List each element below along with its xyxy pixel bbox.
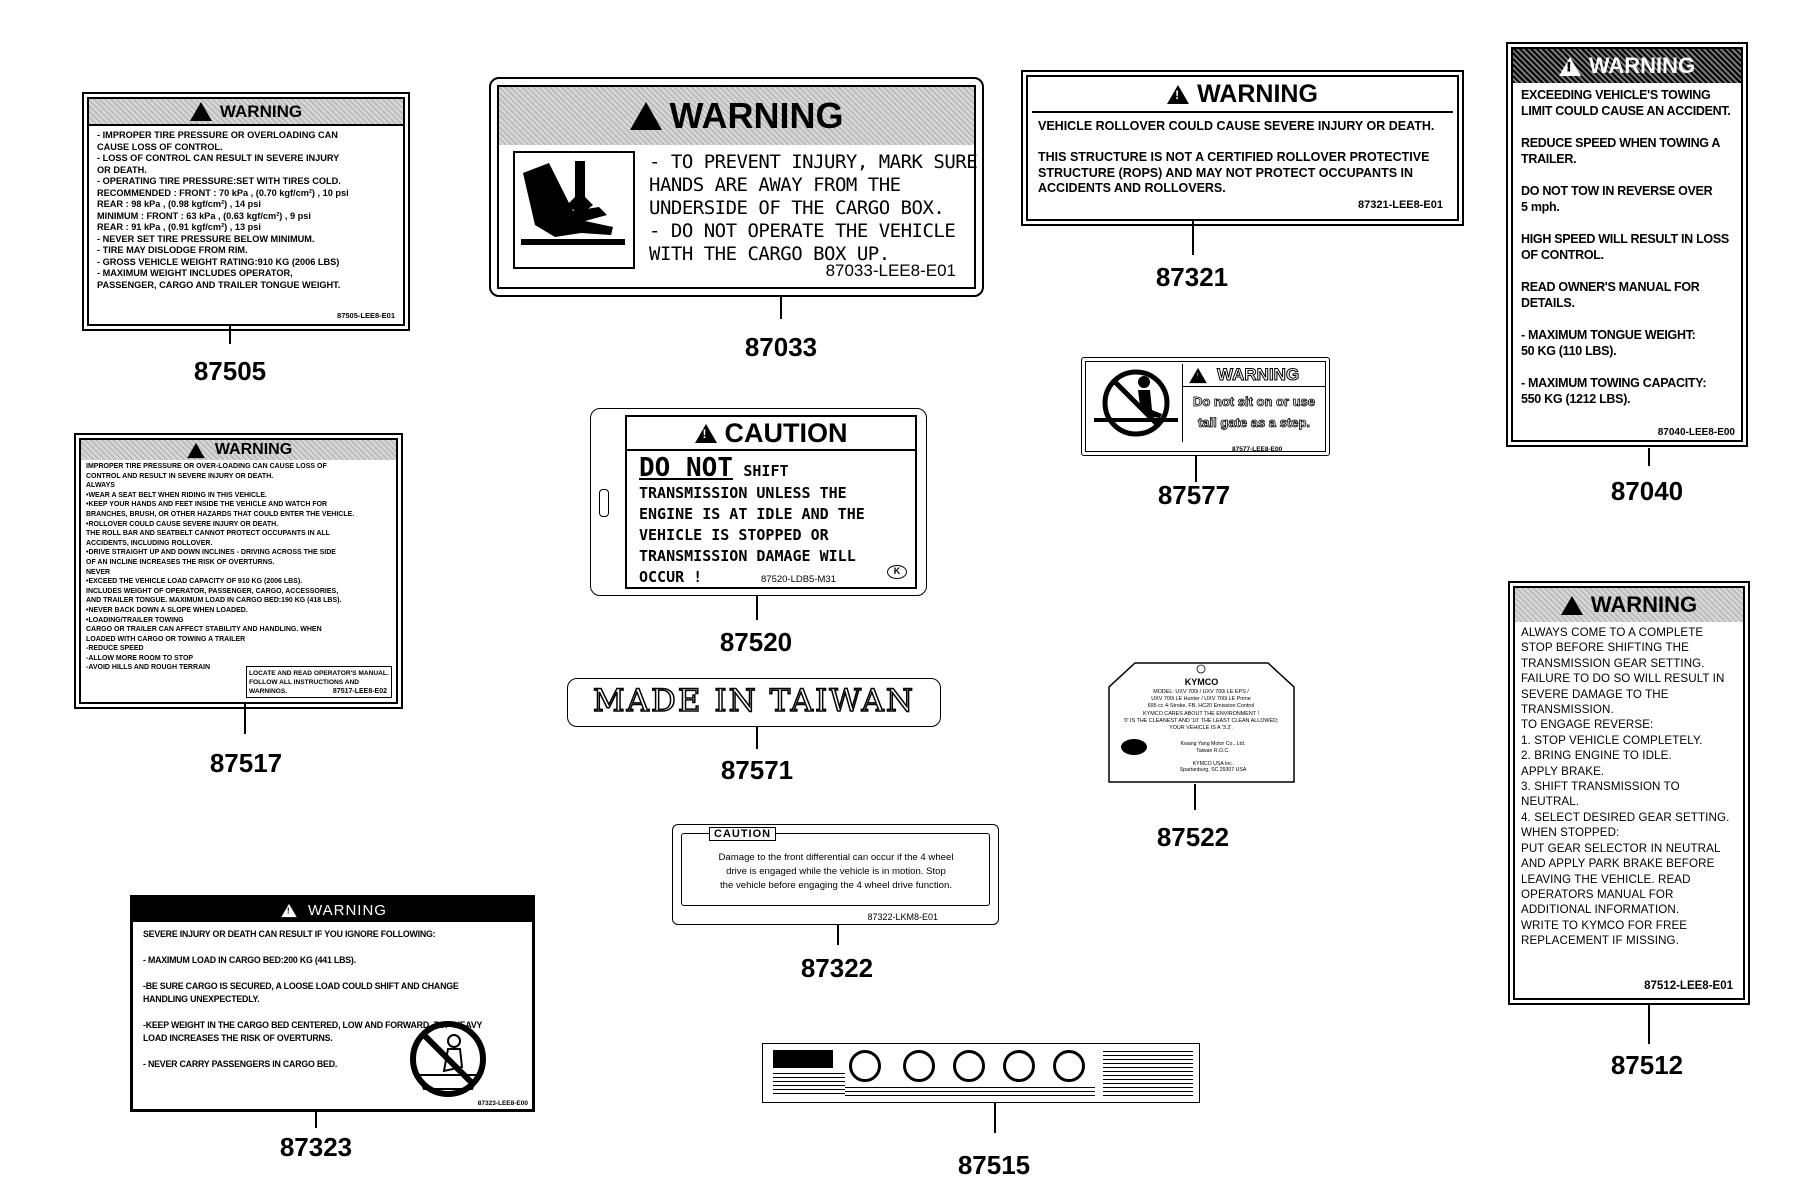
label-87517-text: IMPROPER TIRE PRESSURE OR OVER-LOADING CAN CAUSE LOSS OF CONTROL AND RESULT IN SEVERE INJURY OR DEATH. ALWAYS •WEAR A SEAT BELT WHEN RIDING IN THIS VEHICLE. •KEEP YOUR HANDS AND FEET INSIDE THE VEHICLE AND WATCH FOR BRANCHES, BRUSH, OR OTHER HAZARDS THAT COULD ENTER THE VEHICLE. •ROLLOVER COULD CAUSE SEVERE INJURY OR DEATH. THE ROLL BAR AND SEATBELT CANNOT PROTECT OCCUPANTS IN ALL ACCIDENTS, INCLUDING ROLLOVER. •DRIVE STRAIGHT UP AND DOWN INCLINES - DRIVING ACROSS THE SIDE OF AN INCLINE INCREASES THE RISK OF OVERTURNS. NEVER •EXCEED THE VEHICLE LOAD CAPACITY OF 910 KG (2006 LBS). INCLUDES WEIGHT OF OPERATOR, PASSENGER, CARGO, ACCESSORIES, AND TRAILER TONGUE. MAXIMUM LOAD IN CARGO BED:190 KG (418 LBS). •NEVER BACK DOWN A SLOPE WHEN LOADED. •LOADING/TRAILER TOWING CARGO OR TRAILER CAN AFFECT STABILITY AND HANDLING. WHEN LOADED WITH CARGO OR TOWING A TRAILER -REDUCE SPEED -ALLOW MORE ROOM TO STOP -AVOID HILLS AND ROUGH TERRAIN: [86, 463, 355, 672]
label-87520-donot-line: DO NOT SHIFT: [639, 453, 789, 483]
age-restriction-icon: [1053, 1050, 1085, 1082]
label-87505: [87, 97, 405, 326]
warning-triangle-icon: [1559, 57, 1581, 76]
label-87321: [1026, 75, 1459, 221]
label-87515: [762, 1043, 1200, 1103]
no-passenger-icon: [408, 1019, 488, 1099]
label-87033-text: - TO PREVENT INJURY, MARK SURE HANDS ARE AWAY FROM THE UNDERSIDE OF THE CARGO BOX. - DO NOT OPERATE THE VEHICLE WITH THE CARGO BOX UP.: [649, 151, 978, 265]
label-87577-code: 87577-LEE8-E00: [1232, 446, 1283, 453]
warning-triangle-icon: [190, 102, 212, 121]
leader-87520: [756, 596, 758, 620]
label-87505-text: - IMPROPER TIRE PRESSURE OR OVERLOADING CAN CAUSE LOSS OF CONTROL. - LOSS OF CONTROL CAN RESULT IN SEVERE INJURY OR DEATH. - OPERATING TIRE PRESSURE:SET WITH TIRES COLD. RECOMMENDED : FRONT : 70 kPa , (0.70 kgf/cm²) , 10 psi REAR : 98 kPa , (0.98 kgf/cm²) , 14 psi MINIMUM : FRONT : 63 kPa , (0.63 kgf/cm²) , 9 psi REAR : 91 kPa , (0.91 kgf/cm²) , 13 psi - NEVER SET TIRE PRESSURE BELOW MINIMUM. - TIRE MAY DISLODGE FROM RIM. - GROSS VEHICLE WEIGHT RATING:910 KG (2006 LBS) - MAXIMUM WEIGHT INCLUDES OPERATOR, PASSENGER, CARGO AND TRAILER TONGUE WEIGHT.: [97, 130, 349, 290]
leader-87512: [1648, 1004, 1650, 1044]
label-87522: [1107, 661, 1296, 784]
no-paved-road-icon: [1003, 1050, 1035, 1082]
no-passenger-icon: [903, 1050, 935, 1082]
label-87577: [1081, 357, 1330, 456]
label-87505-header: ! WARNING: [89, 99, 403, 126]
label-87040-header: ! WARNING: [1513, 49, 1741, 83]
label-87322-text: Damage to the front differential can occur if the 4 wheel drive is engaged while the vehicle is in motion. Stop the vehicle before engaging the 4 wheel drive function.: [718, 852, 954, 891]
part-number-87323: 87323: [279, 1132, 353, 1162]
label-87577-header: ! WARNING: [1183, 364, 1325, 387]
label-87520-header: ! CAUTION: [627, 417, 915, 451]
warning-triangle-icon: [630, 102, 662, 130]
part-number-87571: 87571: [720, 755, 794, 785]
label-87033-header: ! WARNING: [499, 87, 974, 145]
label-87517-manual-box: [246, 666, 392, 698]
no-alcohol-icon: [849, 1050, 881, 1082]
label-87323-header: ! WARNING: [133, 898, 532, 922]
warning-triangle-icon: [281, 903, 296, 916]
label-87322-header: CAUTION: [709, 827, 776, 841]
label-87512-text: ALWAYS COME TO A COMPLETE STOP BEFORE SHIFTING THE TRANSMISSION GEAR SETTING. FAILURE TO DO SO WILL RESULT IN SEVERE DAMAGE TO THE TRANSMISSION. TO ENGAGE REVERSE: 1. STOP VEHICLE COMPLETELY. 2. BRING ENGINE TO IDLE. APPLY BRAKE. 3. SHIFT TRANSMISSION TO NEUTRAL. 4. SELECT DESIRED GEAR SETTING. WHEN STOPPED: PUT GEAR SELECTOR IN NEUTRAL AND APPLY PARK BRAKE BEFORE LEAVING THE VEHICLE. READ OPERATORS MANUAL FOR ADDITIONAL INFORMATION. WRITE TO KYMCO FOR FREE REPLACEMENT IF MISSING.: [1521, 626, 1730, 948]
part-number-87522: 87522: [1156, 822, 1230, 852]
label-87577-panel: [1182, 364, 1325, 442]
label-87520: [590, 408, 927, 596]
label-87577-text: Do not sit on or use tail gate as a step.: [1192, 394, 1316, 430]
label-87571-text: MADE IN TAIWAN: [592, 683, 916, 719]
label-87515-fine-print-right: [1103, 1050, 1193, 1096]
warning-triangle-icon: [187, 442, 205, 457]
leader-87323: [315, 1112, 317, 1128]
label-87033: [489, 77, 984, 297]
warning-triangle-icon: [1561, 596, 1583, 615]
label-87517-code: 87517-LEE8-E02: [332, 688, 387, 695]
leader-87505: [229, 326, 231, 344]
leader-87522: [1194, 784, 1196, 810]
part-number-87040: 87040: [1610, 476, 1684, 506]
label-87040: [1511, 47, 1743, 442]
leader-87577: [1195, 456, 1197, 482]
label-87517-header: ! WARNING: [81, 440, 396, 460]
label-87321-code: 87321-LEE8-E01: [1358, 199, 1443, 211]
label-87323-code: 87323-LEE8-E00: [477, 1100, 528, 1107]
part-number-87517: 87517: [209, 748, 283, 778]
label-87520-code: 87520-LDB5-M31: [761, 574, 836, 585]
label-87571: [567, 678, 941, 727]
label-87520-slot: [599, 489, 609, 517]
part-number-87512: 87512: [1610, 1050, 1684, 1080]
label-87321-header: ! WARNING: [1028, 77, 1457, 111]
part-number-87515: 87515: [957, 1150, 1031, 1180]
label-87323-text: SEVERE INJURY OR DEATH CAN RESULT IF YOU IGNORE FOLLOWING: - MAXIMUM LOAD IN CARGO BED:200 KG (441 LBS). -BE SURE CARGO IS SECURED, A LOOSE LOAD COULD SHIFT AND CHANGE HANDLING UNEXPECTEDLY. -KEEP WEIGHT IN THE CARGO BED CENTERED, LOW AND FORWARD, TOP-HEAVY LOAD INCREASES THE RISK OF OVERTURNS. - NEVER CARRY PASSENGERS IN CARGO BED.: [143, 929, 483, 1069]
label-87040-code: 87040-LEE8-E00: [1657, 427, 1735, 438]
kymco-logo-icon: [1121, 739, 1147, 755]
part-number-87505: 87505: [193, 356, 267, 386]
label-87512-code: 87512-LEE8-E01: [1644, 980, 1733, 992]
label-87321-text: VEHICLE ROLLOVER COULD CAUSE SEVERE INJURY OR DEATH. THIS STRUCTURE IS NOT A CERTIFIED ROLLOVER PROTECTIVE STRUCTURE (ROPS) AND MAY NOT PROTECT OCCUPANTS IN ACCIDENTS AND ROLLOVERS.: [1038, 119, 1435, 195]
leader-87571: [756, 727, 758, 749]
label-87517: [79, 438, 398, 704]
label-87517-manual-text: LOCATE AND READ OPERATOR'S MANUAL. FOLLOW ALL INSTRUCTIONS AND WARNINGS.: [249, 670, 389, 695]
part-number-87520: 87520: [719, 627, 793, 657]
label-87040-text: EXCEEDING VEHICLE'S TOWING LIMIT COULD CAUSE AN ACCIDENT. REDUCE SPEED WHEN TOWING A TRAILER. DO NOT TOW IN REVERSE OVER 5 mph. HIGH SPEED WILL RESULT IN LOSS OF CONTROL. READ OWNER'S MANUAL FOR DETAILS. - MAXIMUM TONGUE WEIGHT: 50 KG (110 LBS). - MAXIMUM TOWING CAPACITY: 550 KG (1212 LBS).: [1521, 88, 1731, 406]
part-number-87577: 87577: [1157, 480, 1231, 510]
part-number-87033: 87033: [744, 332, 818, 362]
hand-pinch-icon: [513, 151, 635, 269]
part-number-87321: 87321: [1155, 262, 1229, 292]
leader-87515: [994, 1103, 996, 1133]
k-logo-icon: K: [887, 565, 907, 579]
label-87522-maker: Kwang Yang Motor Co., Ltd. Taiwan R.O.C. KYMCO USA Inc. Spartanburg, SC 29307 USA: [1179, 741, 1247, 774]
label-87515-logo-block: [773, 1050, 833, 1068]
label-87512: [1513, 586, 1745, 1000]
label-87520-text: TRANSMISSION UNLESS THE ENGINE IS AT IDLE AND THE VEHICLE IS STOPPED OR TRANSMISSION DAMAGE WILL OCCUR !: [639, 484, 865, 586]
warning-triangle-icon: [695, 424, 717, 443]
part-number-87322: 87322: [800, 953, 874, 983]
label-87323: [130, 895, 535, 1112]
no-sitting-tailgate-icon: [1090, 366, 1182, 441]
label-87515-fine-print: [773, 1072, 845, 1094]
leader-87040: [1648, 448, 1650, 466]
helmet-icon: [953, 1050, 985, 1082]
label-87512-header: ! WARNING: [1515, 588, 1743, 622]
label-87505-code: 87505-LEE8-E01: [337, 311, 395, 320]
label-87322: [672, 824, 999, 925]
label-87033-code: 87033-LEE8-E01: [825, 261, 956, 280]
label-87522-text: MODEL: UXV 700i / UXV 700i LE EPS / UXV 700i LE Hunter / UXV 700i LE Prime 695 cc 4-Stroke, FB, HC20 Emission Control KYMCO CARES ABOUT THE ENVIRONMENT ! '0' IS THE CLEANEST AND '10' THE LEAST CLEAN ALLOWED; YOUR VEHICLE IS A '3.2'.: [1123, 689, 1279, 732]
label-87522-brand: KYMCO: [1184, 677, 1219, 687]
warning-triangle-icon: [1167, 85, 1189, 104]
label-87515-fine-print-bottom: [845, 1086, 1095, 1096]
leader-87033: [780, 297, 782, 319]
leader-87517: [244, 704, 246, 734]
label-87322-code: 87322-LKM8-E01: [867, 912, 938, 922]
leader-87322: [837, 925, 839, 945]
leader-87321: [1192, 221, 1194, 255]
warning-triangle-icon: [1189, 367, 1207, 382]
